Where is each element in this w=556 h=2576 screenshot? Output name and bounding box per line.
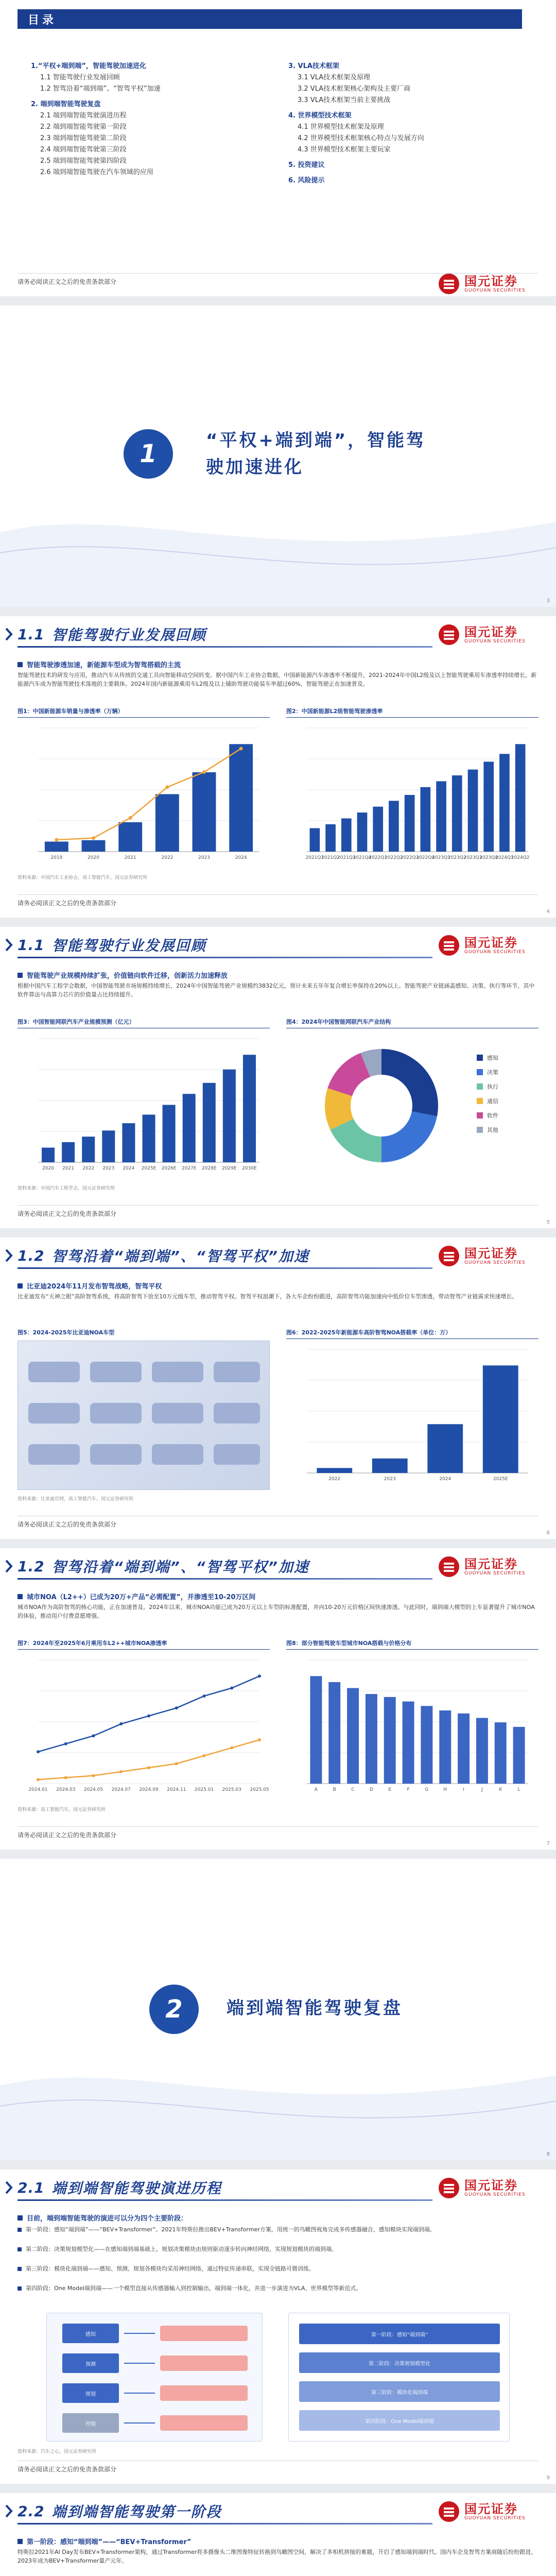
stage-card: 第四阶段：One Model端到端 — [299, 2410, 500, 2431]
brand-logo-icon — [438, 2500, 460, 2523]
bar — [122, 1123, 135, 1162]
tick-label: 2024 — [123, 1166, 135, 1171]
toc-section[interactable]: 6. 风险提示 — [288, 177, 325, 184]
tick-label: C — [351, 1787, 355, 1792]
stage-bullet: 第四阶段：One Model端到端——一个模型直接从传感器输入到控制输出，端到端一体化，并进一步演进为VLA、世界模型等新范式。 — [18, 2284, 538, 2293]
point — [239, 747, 243, 751]
bar — [310, 1676, 322, 1784]
point — [92, 836, 95, 840]
bar — [325, 824, 336, 852]
toc-section[interactable]: 5. 投资建议 — [288, 161, 325, 169]
cover-1-number: 1 — [124, 429, 173, 479]
bar — [223, 1070, 236, 1162]
tick-label: 2024.05 — [83, 1787, 103, 1792]
flow-arrows-graphic — [124, 2318, 258, 2437]
point — [165, 785, 169, 789]
point — [119, 1770, 123, 1773]
tick-label: 2022Q2 — [385, 855, 403, 860]
bar — [229, 744, 253, 852]
chart-noa-rate — [286, 1338, 538, 1493]
head-line: 智能驾驶渗透加速，新能源车型成为智驾搭载的主流 — [18, 659, 538, 669]
tick-label: 2029E — [222, 1166, 237, 1171]
tick-label: 2020 — [88, 855, 99, 860]
tick-label: 2022 — [82, 1166, 95, 1171]
tick-label: 2025.05 — [250, 1787, 269, 1792]
legend-label: 执行 — [487, 1083, 498, 1090]
stage-card: 第二阶段：决策规划模型化 — [299, 2352, 500, 2373]
tick-label: F — [407, 1787, 410, 1792]
toc-subsection[interactable]: 2.6 端到端智能驾驶在汽车领域的应用 — [40, 168, 153, 176]
bar — [347, 1688, 359, 1784]
tick-label: 2024.01 — [28, 1787, 48, 1792]
point — [203, 1754, 206, 1757]
tick-label: 2023 — [384, 1477, 396, 1482]
legend-swatch — [477, 1127, 483, 1133]
section-title: 智能驾驶行业发展回顾 — [51, 626, 206, 643]
legend-label: 决策 — [487, 1069, 498, 1076]
toc-subsection[interactable]: 4.3 世界模型技术框架主要玩家 — [298, 146, 391, 154]
toc-subsection[interactable]: 4.2 世界模型技术框架核心特点与发展方向 — [298, 134, 424, 142]
brand-logo-icon — [438, 934, 460, 957]
cover-1-title: “平权+端到端”，智能驾 驶加速进化 — [206, 430, 426, 478]
source-note: 资料来源：中国汽车工业协会，高工智能汽车，国元证券研究所 — [18, 875, 148, 880]
bar — [62, 1142, 75, 1162]
tick-label: 2025E — [141, 1166, 157, 1171]
tick-label: D — [369, 1787, 373, 1792]
legend-swatch — [477, 1069, 483, 1075]
stage-card: 第一阶段：感知“端到端” — [299, 2324, 500, 2344]
tick-label: J — [481, 1787, 483, 1792]
tick-label: 2024Q2 — [511, 855, 530, 860]
tick-label: L — [517, 1787, 520, 1792]
footer-disclaimer: 请务必阅读正文之后的免责条款部分 — [18, 278, 117, 285]
point — [37, 1750, 40, 1753]
legend-label: 软件 — [487, 1112, 498, 1119]
bar — [366, 1694, 377, 1784]
car-lineup-graphic — [18, 1341, 270, 1490]
toc-subsection[interactable]: 3.1 VLA技术框架及原理 — [298, 74, 371, 81]
bar — [384, 1697, 396, 1784]
tick-label: 2024 — [439, 1477, 451, 1482]
page-toc — [0, 0, 556, 296]
stage-bullet: 第三阶段：模块化端到端——感知、预测、规划各模块均采用神经网络，通过特征传递串联，实现全链路可微训练。 — [18, 2264, 538, 2273]
bar — [102, 1130, 115, 1162]
brand-logo: 国元证券 GUOYUAN SECURITIES — [438, 2499, 541, 2524]
tick-label: 2024.09 — [139, 1787, 159, 1792]
bar — [373, 807, 383, 852]
bar — [495, 1722, 507, 1784]
legend-swatch — [477, 1098, 483, 1104]
toc-subsection[interactable]: 2.4 端到端智能驾驶第三阶段 — [40, 146, 127, 154]
bar — [458, 1714, 470, 1784]
pie-slice — [381, 1049, 438, 1116]
brand-logo-icon — [438, 1555, 460, 1578]
page-8: 2.1 端到端智能驾驶演进历程 国元证券 GUOYUAN SECURITIES 目前，端到端智能驾驶的演进可以分为四个主要阶段： 第一阶段：感知“端到端”——“BEV+Transformer”。2021年特斯拉推出BEV+Transformer方案，用统一的鸟瞰图视角完成多传感器融合，感知模块实现端到端。 第二阶段：决策规划模型化——在感知端到端基础上，规划决策模块由规则驱动逐步转向神经网络，实现规划模块的端到端。 第三阶段：模块化端到端——感知、预测、规划各模块均采用神经网络，通过特征传递串联，实现全链路可微训练。 第四阶段：One Model端到端——一个模型直接从传感器输入到控制输出，端到端一体化，并进一步演进为VLA、世界模型等新范式。 感知 预测 规划 控制 第一阶段：感知“端到端” 第二阶段：决策规划模型化 第三阶段：模块化端到端 第四阶段：One Model端到端 资料来源：汽车之心，国元证券研究所 请务必阅读正文之后的免责条款部分 9 — [0, 2170, 556, 2484]
bar — [405, 795, 415, 852]
legend-label: 通信 — [487, 1098, 498, 1105]
page-4: 1.1 智能驾驶行业发展回顾 国元证券 GUOYUAN SECURITIES 智能驾驶产业规模持续扩张，价值链向软件迁移，创新活力加速释放 根据中国汽车工程学会数据，中国智能驾驶市场规模持续增长，2024年中国智能驾驶产业规模约3832亿元，预计未来五年年复合增长率保持在20%以上。智能驾驶产业链涵盖感知、决策、执行等环节，其中软件算法与高算力芯片的价值量占比持续提升。 图3：中国智能网联汽车产业规模预测（亿元） 图4：2024年中国智能网联汽车产业结构 2020 2021 2022 2023 2024 2025E 2026E 2027E 2028E 2029E 2030E 感知 决策 执行 通信 软件 其他 资料来源：中国汽车工程学会，国元证券研究所 请务必阅读正文之后的免责条款部分 5 — [0, 927, 556, 1228]
bar — [483, 1365, 518, 1473]
tick-label: 2024.11 — [167, 1787, 186, 1792]
bar — [243, 1055, 256, 1162]
bar — [483, 761, 494, 852]
bar — [372, 1459, 408, 1473]
stage-bullet: 第二阶段：决策规划模型化——在感知端到端基础上，规划决策模块由规则驱动逐步转向神经网络，实现规划模块的端到端。 — [18, 2245, 538, 2253]
flow-step: 控制 — [62, 2413, 119, 2433]
brand-logo: 国元证券 GUOYUAN SECURITIES — [438, 933, 541, 958]
tick-label: 2022Q1 — [369, 855, 388, 860]
bar — [403, 1702, 414, 1784]
stage-card: 第三阶段：模块化端到端 — [299, 2381, 500, 2402]
paragraph: 智能驾驶技术的研发与应用，推动汽车从传统的交通工具向智能移动空间转变。据中国汽车工业协会数据，中国新能源汽车渗透率不断提升，2021-2024年中国L2级及以上智能驾驶乘用车渗透率持续增长，新能源汽车成为智能驾驶技术落地的主要载体。2024年国内新能源乘用车L2级及以上辅助驾驶功能装车率超过60%，智能驾驶正在加速普及。 — [18, 672, 537, 687]
bar — [163, 1105, 176, 1162]
toc-section[interactable]: 1.“平权+端到端”，智能驾驶加速进化 — [31, 62, 146, 70]
point — [230, 1746, 233, 1749]
legend-swatch — [477, 1112, 483, 1118]
tick-label: G — [425, 1787, 429, 1792]
page-9: 2.2 端到端智能驾驶第一阶段 国元证券 GUOYUAN SECURITIES 第一阶段：感知“端到端”——“BEV+Transformer” 特斯拉2021年AI Day发布BEV+Transformer架构，通过Transformer将多摄像头二维图像特征转换到鸟瞰图空间，解决了多相机拼接的难题，开启了感知端到端时代。国内车企及智驾方案商随后纷纷跟进，2023年成为BEV+Transformer量产元年。 — [0, 2493, 556, 2576]
pie-slice — [381, 1111, 437, 1162]
tick-label: 2024Q1 — [495, 855, 514, 860]
bar — [317, 1468, 352, 1473]
chart-l2-penetration — [286, 717, 538, 872]
toc-section[interactable]: 4. 世界模型技术框架 — [288, 112, 352, 120]
toc-section[interactable]: 3. VLA技术框架 — [288, 62, 339, 70]
tick-label: 2023 — [102, 1166, 115, 1171]
tick-label: B — [333, 1787, 336, 1792]
chevron-icon — [5, 1249, 14, 1262]
point — [202, 770, 206, 774]
page-5: 1.2 智驾沿着“端到端”、“智驾平权”加速 国元证券 GUOYUAN SECURITIES 比亚迪2024年11月发布智驾战略，智驾平权 比亚迪发布“天神之眼”高阶智驾系统，将高阶智驾下放至10万元级车型，推动智驾平权。智驾平权浪潮下，各大车企纷纷跟进，高阶智驾功能加速向中低价位车型渗透，带动智驾产业链需求快速增长。 图5：2024-2025年比亚迪NOA车型 图6：2022-2025年新能源车高阶智驾NOA搭载率（单位：万） 2022 2023 2024 2025E 资料来源：比亚迪官网，高工智能汽车，国元证券研究所 请务必阅读正文之后的免责条款部分 6 — [0, 1238, 556, 1539]
toc-subsection[interactable]: 1.2 智驾沿着“端到端”、“智驾平权”加速 — [40, 85, 161, 93]
cover-2-number: 2 — [149, 1985, 199, 2034]
legend-swatch — [477, 1083, 483, 1090]
bar — [82, 840, 106, 852]
bar — [476, 1718, 488, 1784]
bar — [118, 822, 142, 852]
toc-right-column — [288, 57, 515, 187]
stages-panel — [288, 2313, 510, 2442]
point — [64, 1776, 67, 1779]
bar — [82, 1137, 95, 1162]
bar — [310, 828, 320, 852]
bar — [193, 772, 216, 852]
figure-caption: 图2：中国新能源L2级智能驾驶渗透率 — [286, 708, 383, 715]
bar — [389, 801, 399, 852]
legend-label: 感知 — [487, 1055, 498, 1061]
toc-subsection[interactable]: 1.1 智能驾驶行业发展回顾 — [40, 74, 120, 81]
flow-diagram — [46, 2313, 263, 2442]
brand-logo: 国元证券 GUOYUAN SECURITIES — [438, 2176, 541, 2200]
tick-label: K — [499, 1787, 502, 1792]
tick-label: 2021Q3 — [337, 855, 356, 860]
brand-logo-icon — [438, 623, 460, 646]
chevron-icon — [5, 1560, 14, 1573]
toc-header — [18, 9, 522, 29]
tick-label: 2022Q4 — [416, 855, 435, 860]
brand-logo — [438, 272, 541, 296]
brand-sub: GUOYUAN SECURITIES — [464, 288, 526, 293]
point — [119, 1722, 123, 1725]
tick-label: 2021Q4 — [353, 855, 372, 860]
brand-logo-icon — [438, 273, 460, 295]
bar — [436, 781, 446, 852]
chart-ev-sales — [18, 717, 270, 872]
section-number: 1.1 — [18, 625, 45, 643]
bar — [183, 1094, 196, 1162]
tick-label: 2023Q2 — [447, 855, 466, 860]
tick-label: A — [314, 1787, 318, 1792]
bar — [142, 1115, 155, 1162]
brand-logo: 国元证券 GUOYUAN SECURITIES — [438, 1554, 541, 1579]
stage-bullet: 第一阶段：感知“端到端”——“BEV+Transformer”。2021年特斯拉推出BEV+Transformer方案，用统一的鸟瞰图视角完成多传感器融合，感知模块实现端到端。 — [18, 2225, 538, 2234]
page-cover-2: 2 端到端智能驾驶复盘 8 — [0, 1859, 556, 2160]
bar — [499, 754, 510, 852]
bar — [515, 744, 526, 852]
flow-step: 预测 — [62, 2353, 119, 2373]
chart-industry-structure — [286, 1028, 538, 1182]
brand-logo-icon — [438, 1245, 460, 1267]
brand-logo: 国元证券 GUOYUAN SECURITIES — [438, 1244, 541, 1268]
toc-subsection[interactable]: 2.5 端到端智能驾驶第四阶段 — [40, 157, 127, 165]
bar — [45, 842, 68, 852]
tick-label: 2024.07 — [111, 1787, 131, 1792]
tick-label: 2027E — [181, 1166, 197, 1171]
bar — [421, 787, 431, 852]
tick-label: 2030E — [242, 1166, 257, 1171]
toc-subsection[interactable]: 3.3 VLA技术框架当前主要挑战 — [298, 96, 391, 104]
tick-label: 2022 — [328, 1477, 341, 1482]
cover-2-title: 端到端智能驾驶复盘 — [227, 1998, 403, 2019]
point — [230, 1686, 233, 1689]
legend-swatch — [477, 1055, 483, 1061]
tick-label: 2021 — [62, 1166, 75, 1171]
tick-label: 2024 — [235, 855, 247, 860]
point — [147, 1766, 150, 1769]
bar — [328, 1682, 340, 1784]
bar — [42, 1148, 55, 1162]
chevron-icon — [5, 2181, 14, 2194]
brand-logo-icon — [438, 2177, 460, 2199]
chart-city-noa-line — [18, 1649, 270, 1804]
bar — [203, 1083, 216, 1162]
byd-models-image — [18, 1341, 270, 1490]
tick-label: 2025.03 — [222, 1787, 241, 1792]
bar — [357, 812, 368, 852]
point — [175, 1706, 178, 1709]
flow-step: 感知 — [62, 2324, 119, 2343]
toc-left-column — [31, 57, 257, 178]
tick-label: 2023Q4 — [479, 855, 498, 860]
tick-label: 2022Q3 — [400, 855, 419, 860]
tick-label: 2021Q1 — [305, 855, 324, 860]
toc-subsection[interactable]: 2.2 端到端智能驾驶第一阶段 — [40, 123, 127, 131]
chevron-icon — [5, 2504, 14, 2518]
chart-city-noa-bars — [286, 1649, 538, 1804]
bar — [468, 770, 478, 852]
series-line — [38, 1676, 259, 1752]
bar — [341, 818, 352, 852]
point — [175, 1762, 178, 1765]
tick-label: 2023Q1 — [432, 855, 450, 860]
tick-label: 2024.03 — [56, 1787, 76, 1792]
tick-label: 2023Q3 — [463, 855, 482, 860]
point — [92, 1734, 95, 1737]
toc-subsection[interactable]: 3.2 VLA技术框架核心架构及主要厂商 — [298, 85, 411, 93]
point — [203, 1694, 206, 1698]
chevron-icon — [5, 938, 14, 952]
tick-label: E — [388, 1787, 392, 1792]
tick-label: 2020 — [42, 1166, 54, 1171]
bar — [439, 1710, 451, 1784]
tick-label: 2025.01 — [194, 1787, 214, 1792]
bar — [513, 1727, 525, 1784]
point — [37, 1778, 40, 1781]
bar — [427, 1424, 463, 1473]
tick-label: 2021 — [124, 855, 136, 860]
point — [147, 1715, 150, 1718]
series-line — [38, 1740, 259, 1780]
tick-label: 2028E — [201, 1166, 217, 1171]
bar — [155, 794, 179, 852]
figure-caption: 图1：中国新能源车销量与渗透率（万辆） — [18, 708, 124, 715]
tick-label: I — [463, 1787, 464, 1792]
brand-name: 国元证券 — [464, 274, 518, 289]
page-3: 1.1 智能驾驶行业发展回顾 国元证券 GUOYUAN SECURITIES 智能驾驶渗透加速，新能源车型成为智驾搭载的主流 智能驾驶技术的研发与应用，推动汽车从传统的交通工具向智能移动空间转变。据中国汽车工业协会数据，中国新能源汽车渗透率不断提升，2021-2024年中国L2级及以上智能驾驶乘用车渗透率持续增长，新能源汽车成为智能驾驶技术落地的主要载体。2024年国内新能源乘用车L2级及以上辅助驾驶功能装车率超过60%，智能驾驶正在加速普及。 图1：中国新能源车销量与渗透率（万辆） 图2：中国新能源L2级智能驾驶渗透率 2019 2020 2021 2022 2023 2024 2021Q1 2021Q2 2021Q3 2021Q4 2022Q1 2022Q2 2022Q3 2022Q4 2023Q1 2023Q2 2023Q3 2023Q4 2024Q1 2024Q2 资料来源：中国汽车工业协会，高工智能汽车，国元证券研究所 请务必阅读正文之后的免责条款部分 4 — [0, 616, 556, 918]
tick-label: 2026E — [161, 1166, 177, 1171]
point — [129, 816, 132, 820]
bar — [421, 1706, 432, 1784]
toc-section[interactable]: 2. 端到端智能驾驶复盘 — [31, 100, 101, 108]
toc-heading: 目录 — [28, 13, 57, 27]
tick-label: 2019 — [50, 855, 63, 860]
brand-logo: 国元证券 GUOYUAN SECURITIES — [438, 622, 541, 647]
point — [258, 1674, 261, 1677]
toc-subsection[interactable]: 4.1 世界模型技术框架及原理 — [298, 123, 384, 131]
tick-label: 2023 — [198, 855, 210, 860]
toc-subsection[interactable]: 2.3 端到端智能驾驶第二阶段 — [40, 134, 127, 142]
toc-subsection[interactable]: 2.1 端到端智能驾驶演进历程 — [40, 112, 127, 120]
legend-label: 其他 — [487, 1127, 498, 1133]
tick-label: 2025E — [493, 1477, 508, 1482]
chart-industry-scale — [18, 1028, 270, 1182]
flow-step: 规划 — [62, 2383, 119, 2403]
tick-label: 2021Q2 — [321, 855, 340, 860]
page-6: 1.2 智驾沿着“端到端”、“智驾平权”加速 国元证券 GUOYUAN SECURITIES 城市NOA（L2++）已成为20万+产品“必需配置”，并渗透至10-20万区间 城市NOA作为高阶智驾的核心功能，正在加速普及。2024年以来，城市NOA功能已成为20万元以上车型的标准配置，并向10-20万元价格区间快速渗透。与此同时，端到端大模型的上车显著提升了城市NOA的体验，推动用户付费意愿增强。 图7：2024年至2025年6月乘用车L2++城市NOA渗透率 图8：部分智能驾驶车型城市NOA搭载与价格分布 2024.01 2024.03 2024.05 2024.07 2024.09 2024.11 2025.01 2025.03 2025.05 A B C D E F G H I J K L 资料来源：高工智能汽车，国元证券研究所 请务必阅读正文之后的免责条款部分 7 — [0, 1548, 556, 1850]
tick-label: H — [443, 1787, 447, 1792]
bar — [452, 775, 462, 852]
point — [258, 1738, 261, 1741]
point — [64, 1742, 67, 1745]
point — [55, 838, 58, 842]
point — [92, 1774, 95, 1777]
page-cover-1: 1 “平权+端到端”，智能驾 驶加速进化 3 — [0, 306, 556, 607]
chevron-icon — [5, 628, 14, 641]
tick-label: 2022 — [161, 855, 173, 860]
